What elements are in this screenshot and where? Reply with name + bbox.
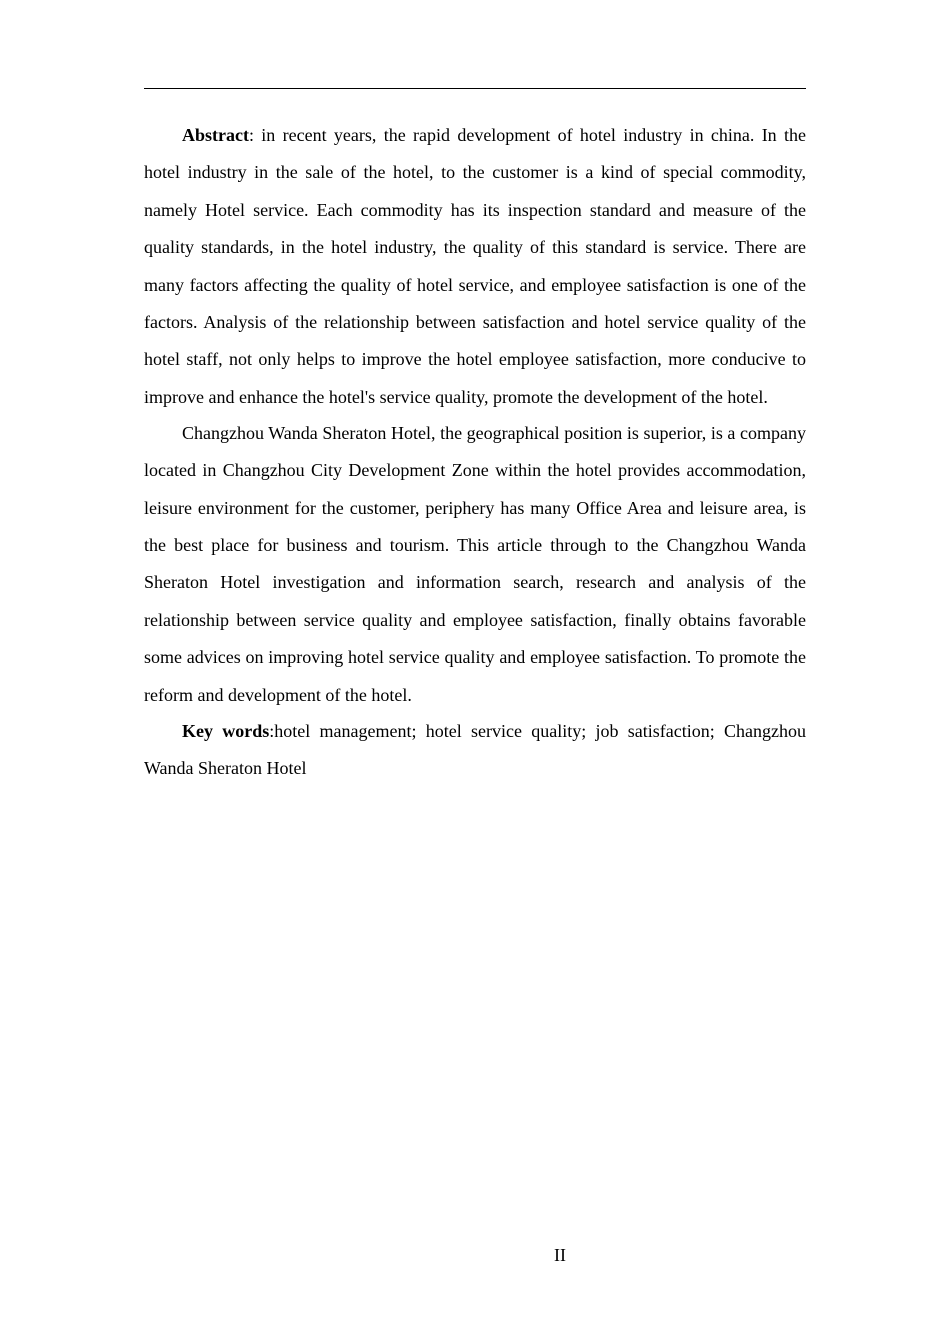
body-paragraph: Changzhou Wanda Sheraton Hotel, the geographical position is superior, is a company located in Changzhou City Development Zone within the hotel provides accommodation, leisure environment for the customer, periphery has many Office Area and leisure area, is the best place for business and tourism. This article through to the Changzhou Wanda Sheraton Hotel investigation and information search, research and analysis of the relationship between service quality and employee satisfaction, finally obtains favorable some advices on improving hotel service quality and employee satisfaction. To promote the reform and development of the hotel. — [144, 422, 806, 705]
keywords-paragraph — [144, 713, 806, 788]
page-number: II — [554, 1245, 566, 1265]
abstract-label: Abstract — [182, 125, 249, 145]
abstract-content — [144, 117, 806, 787]
abstract-text: : in recent years, the rapid development of hotel industry in china. In the hotel industry in the sale of the hotel, to the customer is a kind of special commodity, namely Hotel service. Each commodity has its inspection standard and measure of the quality standards, in the hotel industry, the quality of this standard is service. There are many factors affecting the quality of hotel service, and employee satisfaction is one of the factors. Analysis of the relationship between satisfaction and hotel service quality of the hotel staff, not only helps to improve the hotel employee satisfaction, more conducive to improve and enhance the hotel's service quality, promote the development of the hotel. — [144, 125, 806, 407]
keywords-label: Key words — [182, 720, 270, 741]
abstract-paragraph — [144, 117, 806, 416]
header-rule — [144, 88, 806, 89]
keywords-text: :hotel management; hotel service quality; job satisfaction; Changzhou Wanda Sheraton Hotel — [144, 720, 806, 778]
